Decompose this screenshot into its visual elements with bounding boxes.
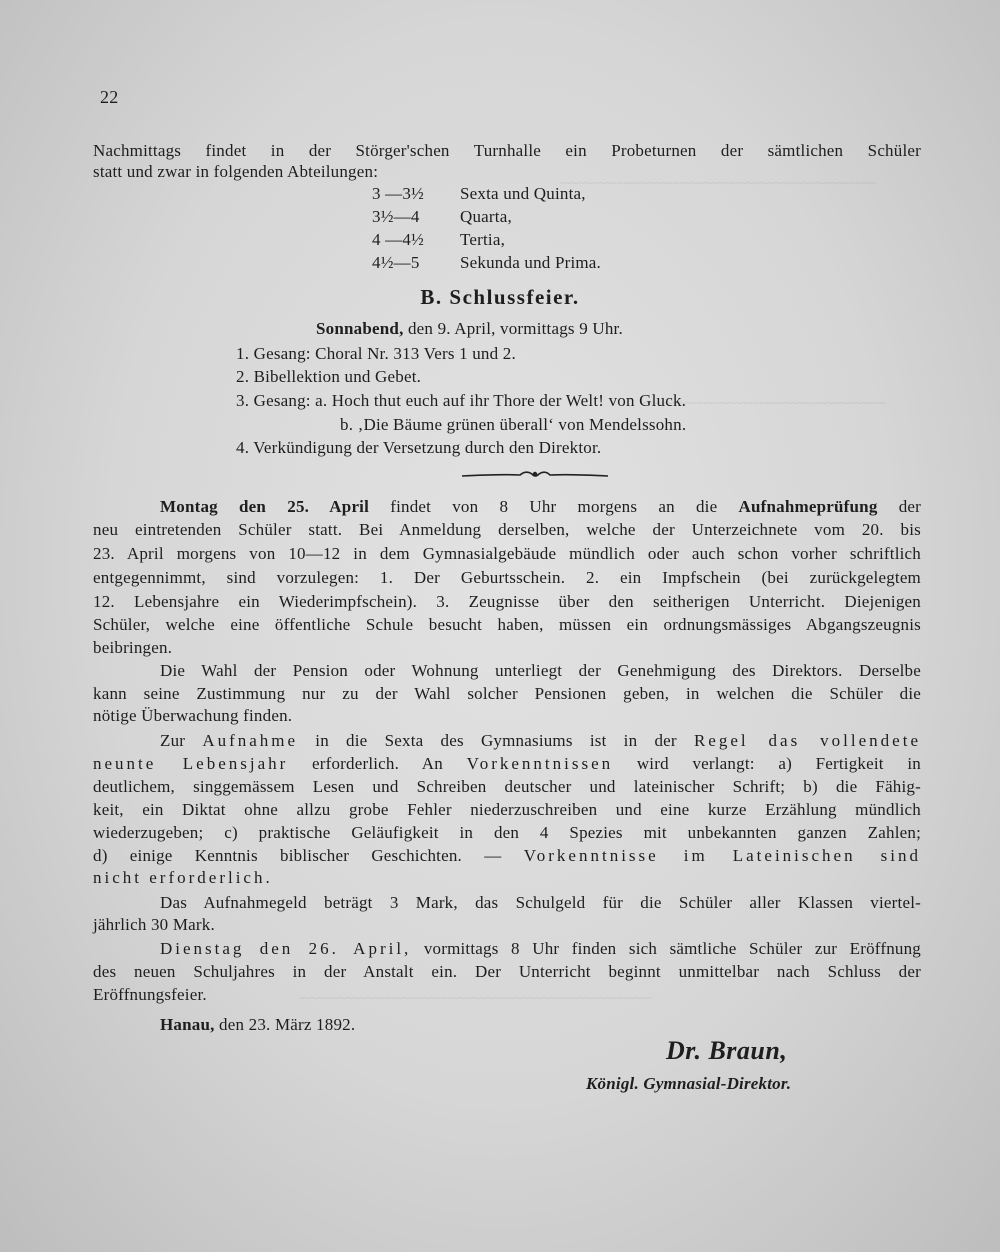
- bleed-through-texture: ~~~~~~~~~~~~~~~~~~~~~~~~~~~~~~~~~~~~~~~~~~~~~: [560, 175, 877, 190]
- para3-line: wiederzugeben; c) praktische Geläufigkeit in den 4 Spezies mit unbekannten ganzen Zahlen;: [93, 823, 921, 842]
- para1-line: Schüler, welche eine öffentliche Schule besucht haben, müssen ein ordnungsmässiges Abgangszeugnis: [93, 615, 921, 634]
- text-run: d) einige Kenntnis biblischer Geschichten. —: [93, 846, 502, 865]
- exam-date: Montag den 25. April: [160, 497, 370, 516]
- intro-line-1: Nachmittags findet in der Störger'schen Turnhalle ein Probeturnen der sämtlichen Schüler: [93, 141, 921, 160]
- para2-line: kann seine Zustimmung nur zu der Wahl solcher Pensionen geben, in welchen die Schüler die: [93, 684, 921, 703]
- spaced-text: neunte Lebensjahr: [93, 754, 289, 773]
- ceremony-date: [316, 318, 623, 340]
- para1-line: beibringen.: [93, 638, 173, 657]
- schedule-group: Quarta,: [460, 207, 512, 226]
- para5-line: Eröffnungsfeier.: [93, 985, 207, 1004]
- text-run: Zur: [160, 731, 186, 750]
- para3-line-2: [93, 753, 921, 775]
- page-number: 22: [100, 87, 119, 107]
- para3-line: deutlichem, singgemässem Lesen und Schreiben deutscher und lateinischer Schrift; b) die Fähig-: [93, 777, 921, 796]
- program-item: 3. Gesang: a. Hoch thut euch auf ihr Thore der Welt! von Gluck.: [236, 391, 687, 410]
- text-run: wird verlangt: a) Fertigkeit in: [636, 754, 922, 773]
- signature-title: Königl. Gymnasial-Direktor.: [586, 1074, 792, 1093]
- bleed-through-texture: ~~~~~~~~~~~~~~~~~~~~~~~~~~~~~~~~~~~: [640, 395, 887, 410]
- spaced-text: Vorkenntnisse im Lateinischen sind: [523, 846, 921, 865]
- schedule-group: Sekunda und Prima.: [460, 253, 602, 272]
- program-item: 4. Verkündigung der Versetzung durch den Direktor.: [236, 438, 602, 457]
- ceremony-day: Sonnabend,: [316, 319, 404, 338]
- intro-line-2: statt und zwar in folgenden Abteilungen:: [93, 162, 379, 181]
- para2-line: Die Wahl der Pension oder Wohnung unterliegt der Genehmigung des Direktors. Derselbe: [160, 661, 921, 680]
- para1-line-1: [160, 496, 921, 518]
- text-run: vormittags 8 Uhr finden sich sämtliche Schüler zur Eröffnung: [423, 939, 921, 958]
- closing-date: den 23. März 1892.: [219, 1015, 356, 1034]
- text-run: der: [898, 497, 922, 516]
- text-run: erforderlich. An: [311, 754, 443, 773]
- program-item: 1. Gesang: Choral Nr. 313 Vers 1 und 2.: [236, 344, 516, 363]
- text-run: findet von 8 Uhr morgens an die: [390, 497, 718, 516]
- para1-line: neu eintretenden Schüler statt. Bei Anmeldung derselben, welche der Unterzeichnete vom 20. bis: [93, 520, 921, 539]
- schedule-time: 3½—4: [372, 207, 420, 226]
- para4-line: jährlich 30 Mark.: [93, 915, 215, 934]
- spaced-text: Aufnahme: [202, 731, 299, 750]
- para3-line: nicht erforderlich.: [93, 868, 273, 887]
- schedule-group: Sexta und Quinta,: [460, 184, 586, 203]
- para5-line-1: [160, 938, 921, 960]
- closing-place: Hanau,: [160, 1015, 215, 1034]
- spaced-text: Dienstag den 26. April,: [160, 939, 412, 958]
- section-heading: B. Schlussfeier.: [420, 285, 580, 309]
- para5-line: des neuen Schuljahres in der Anstalt ein. Der Unterricht beginnt unmittelbar nach Schluss der: [93, 962, 921, 981]
- para3-line-6: [93, 845, 921, 867]
- closing-place-date: [160, 1014, 355, 1036]
- para4-line: Das Aufnahmegeld beträgt 3 Mark, das Schulgeld für die Schüler aller Klassen viertel-: [160, 893, 921, 912]
- spaced-text: Vorkenntnissen: [466, 754, 614, 773]
- program-item: b. ‚Die Bäume grünen überall‘ von Mendelssohn.: [340, 415, 687, 434]
- para1-line: 12. Lebensjahre ein Wiederimpfschein). 3. Zeugnisse über den seitherigen Unterricht. Diejenigen: [93, 592, 921, 611]
- signature-name: Dr. Braun,: [666, 1036, 788, 1065]
- text-run: in die Sexta des Gymnasiums ist in der: [315, 731, 677, 750]
- para3-line: keit, ein Diktat ohne allzu grobe Fehler niederzuschreiben und eine kurze Erzählung mündlich: [93, 800, 921, 819]
- para2-line: nötige Überwachung finden.: [93, 706, 293, 725]
- schedule-time: 3 —3½: [372, 184, 424, 203]
- ornament-divider-icon: [460, 466, 610, 482]
- ceremony-time: den 9. April, vormittags 9 Uhr.: [407, 319, 623, 338]
- para1-line: entgegennimmt, sind vorzulegen: 1. Der Geburtsschein. 2. ein Impfschein (bei zurückgelegtem: [93, 568, 921, 587]
- schedule-time: 4½—5: [372, 253, 420, 272]
- program-item: 2. Bibellektion und Gebet.: [236, 367, 422, 386]
- bleed-through-texture: ~~~~~~~~~~~~~~~~~~~~~~~~~~~~~~~~~~~~~~~~~~~~~~~~~~: [300, 990, 652, 1005]
- exam-label: Aufnahmeprüfung: [738, 497, 878, 516]
- schedule-group: Tertia,: [460, 230, 506, 249]
- para3-line-1: [160, 730, 921, 752]
- schedule-time: 4 —4½: [372, 230, 424, 249]
- para1-line: 23. April morgens von 10—12 in dem Gymnasialgebäude mündlich oder auch schon vorher schriftlich: [93, 544, 921, 563]
- spaced-text: Regel das vollendete: [693, 731, 921, 750]
